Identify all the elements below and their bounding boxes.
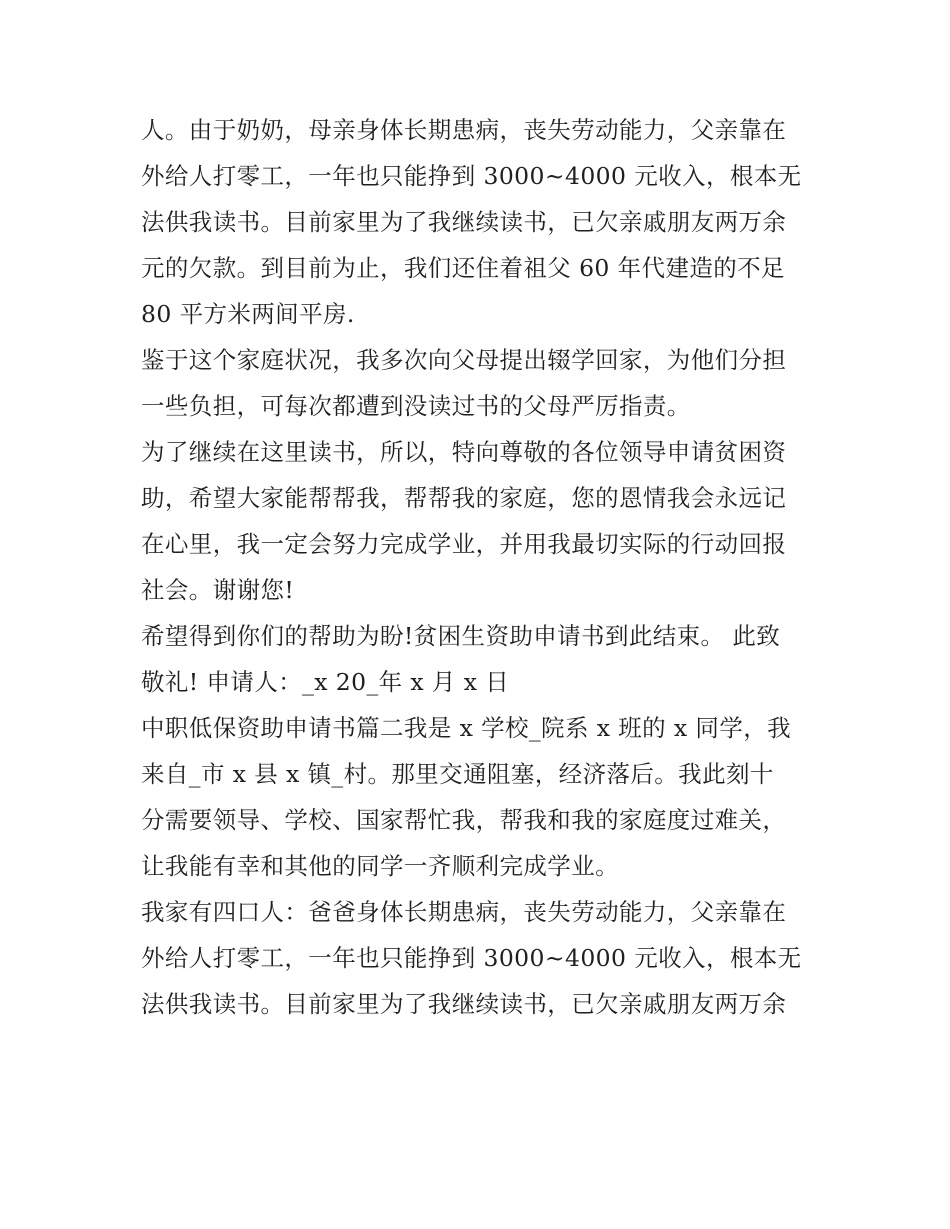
text-line: 让我能有幸和其他的同学一齐顺利完成学业。: [141, 852, 619, 880]
text-line: 分需要领导、学校、国家帮忙我，帮我和我的家庭度过难关，: [141, 806, 787, 834]
text-line: 中职低保资助申请书篇二我是 x 学校_院系 x 班的 x 同学，我: [141, 714, 792, 742]
text-line: 社会。谢谢您!: [141, 576, 295, 604]
text-line: 法供我读书。目前家里为了我继续读书，已欠亲戚朋友两万余: [141, 208, 787, 236]
body-text: [141, 107, 821, 1027]
text-line: 鉴于这个家庭状况，我多次向父母提出辍学回家，为他们分担: [141, 346, 787, 374]
text-line: 一些负担，可每次都遭到没读过书的父母严厉指责。: [141, 392, 691, 420]
text-line: 助，希望大家能帮帮我，帮帮我的家庭，您的恩情我会永远记: [141, 484, 787, 512]
text-line: 敬礼! 申请人：_x 20_年 x 月 x 日: [141, 668, 510, 696]
text-line: 为了继续在这里读书，所以，特向尊敬的各位领导申请贫困资: [141, 438, 787, 466]
text-line: 80 平方米两间平房.: [141, 300, 355, 328]
text-line: 人。由于奶奶，母亲身体长期患病，丧失劳动能力，父亲靠在: [141, 116, 787, 144]
text-line: 外给人打零工，一年也只能挣到 3000~4000 元收入，根本无: [141, 162, 802, 190]
text-line: 外给人打零工，一年也只能挣到 3000~4000 元收入，根本无: [141, 944, 802, 972]
text-line: 希望得到你们的帮助为盼!贫困生资助申请书到此结束。 此致: [141, 622, 781, 650]
text-line: 我家有四口人：爸爸身体长期患病，丧失劳动能力，父亲靠在: [141, 898, 787, 926]
text-line: 法供我读书。目前家里为了我继续读书，已欠亲戚朋友两万余: [141, 990, 787, 1018]
text-line: 元的欠款。到目前为止，我们还住着祖父 60 年代建造的不足: [141, 254, 785, 282]
text-line: 来自_市 x 县 x 镇_村。那里交通阻塞，经济落后。我此刻十: [141, 760, 774, 788]
text-line: 在心里，我一定会努力完成学业，并用我最切实际的行动回报: [141, 530, 787, 558]
